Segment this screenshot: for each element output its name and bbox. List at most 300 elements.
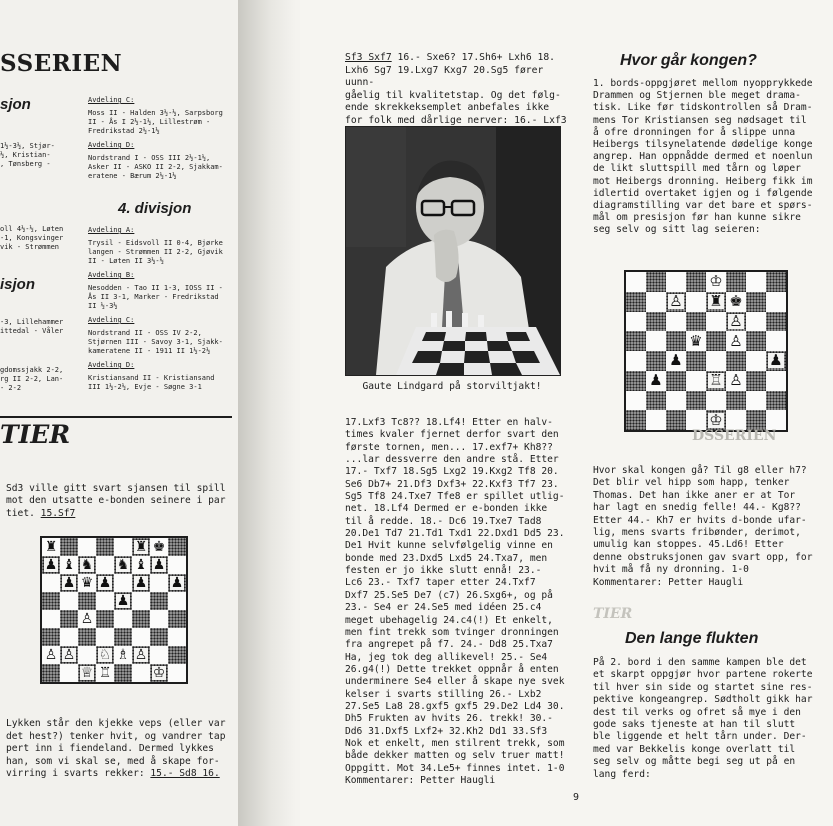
- board-square: [646, 391, 666, 411]
- chess-piece: ♟: [152, 557, 166, 573]
- text-line: Dh5 Frukten av hvits 26. trekk! 30.-: [345, 713, 553, 725]
- board-square: [168, 628, 186, 646]
- board-square: [666, 410, 686, 430]
- board-square: [132, 664, 150, 682]
- board-square: [114, 592, 132, 610]
- text-line: angrep. Han oppnådde dermed et noenlun: [593, 151, 813, 163]
- player-photo: [345, 126, 561, 376]
- board-square: [78, 574, 96, 592]
- chess-piece: ♞: [80, 557, 94, 573]
- board-square: [42, 610, 60, 628]
- division-fragment-2: isjon: [0, 276, 36, 293]
- board-square: [646, 292, 666, 312]
- board-square: [114, 610, 132, 628]
- board-square: [726, 292, 746, 312]
- text-line: - 2-2: [0, 384, 22, 392]
- text-line: Trysil - Eidsvoll II 0-4, Bjørke: [88, 239, 223, 247]
- board-square: [60, 610, 78, 628]
- chess-piece: ♟: [44, 557, 58, 573]
- results-4div-d: [88, 361, 238, 392]
- board-square: [626, 331, 646, 351]
- board-square: [132, 592, 150, 610]
- text-line: 1. bords-oppgjøret mellom nyopprykkede: [593, 78, 813, 89]
- photo-caption: Gaute Lindgard på storviltjakt!: [362, 381, 542, 392]
- board-square: [746, 292, 766, 312]
- chess-piece: ♙: [729, 331, 743, 350]
- chess-piece: ♖: [98, 665, 112, 681]
- chess-piece: ♕: [80, 665, 94, 681]
- board-square: [168, 592, 186, 610]
- chess-piece: ♟: [116, 593, 130, 609]
- text-line: ende skrekkeksemplet anbefales ikke: [345, 102, 550, 114]
- chess-piece: ♟: [134, 575, 148, 591]
- text-line: kameratene II - 1911 II 1½-2½: [88, 347, 211, 355]
- board-square: [168, 664, 186, 682]
- board-square: [766, 331, 786, 351]
- board-square: [60, 628, 78, 646]
- chess-piece: ♟: [769, 351, 783, 370]
- text-line: Etter 44.- Kh7 er hvits d-bonde ufar-: [593, 514, 807, 526]
- text-line: seg selv og sitt lag seieren:: [593, 224, 761, 236]
- board-square: [666, 272, 686, 292]
- board-square: [96, 574, 114, 592]
- board-square: [42, 574, 60, 592]
- board-square: [686, 391, 706, 411]
- chess-piece: ♟: [170, 575, 184, 591]
- board-square: [78, 592, 96, 610]
- text-line: Thomas. Det han ikke aner er at Tor: [593, 489, 796, 501]
- group-title: Avdeling C:: [88, 316, 135, 324]
- board-square: [78, 664, 96, 682]
- text-line: for folk med dårlige nerver: 16.- Lxf3: [345, 114, 567, 126]
- board-square: [706, 371, 726, 391]
- board-square: [150, 646, 168, 664]
- text-line: III 1½-2½, Evje - Søgne 3-1: [88, 383, 202, 391]
- text-line: gdomssjakk 2-2,: [0, 366, 64, 374]
- board-square: [114, 664, 132, 682]
- text-line: lang ferd:: [593, 768, 651, 780]
- text-line: har lagt en snedig felle! 44.- Kg8??: [593, 502, 801, 514]
- board-square: [114, 556, 132, 574]
- text-line: pektive kongeangrep. Sødtholt gikk har: [593, 694, 813, 706]
- board-square: [686, 351, 706, 371]
- board-square: [96, 646, 114, 664]
- section-title: TIER: [0, 420, 71, 449]
- board-square: [726, 351, 746, 371]
- group-title: Avdeling B:: [88, 271, 135, 279]
- board-square: [706, 272, 726, 292]
- text-line: 20.De1 Td7 21.Td1 Txd1 22.Dxd1 Dd5 23.: [345, 528, 565, 540]
- chess-piece: ♖: [709, 371, 723, 390]
- board-square: [686, 292, 706, 312]
- text-line: oll 4½-½, Løten: [0, 225, 64, 233]
- board-square: [626, 272, 646, 292]
- text-line: På 2. bord i den samme kampen ble det: [593, 657, 807, 668]
- board-square: [42, 664, 60, 682]
- article-paragraph-2: [593, 465, 833, 589]
- chess-piece: ♙: [134, 647, 148, 663]
- text-line: Hvor skal kongen gå? Til g8 eller h7?: [593, 465, 807, 476]
- article-title-1: Hvor går kongen?: [620, 52, 757, 69]
- board-square: [706, 391, 726, 411]
- text-line: times kvaler fjernet derfor svart den: [345, 429, 559, 441]
- text-line: idlertid overtaket igjen og i følgende: [593, 187, 813, 199]
- division-title: 4. divisjon: [118, 200, 192, 217]
- board-square: [114, 628, 132, 646]
- text-line: Asker II - ASKO II 2-2, Sjakkam-: [88, 163, 223, 171]
- text-line: Dxf7 25.Se5 De7 (c7) 26.Sxg6+, og på: [345, 589, 553, 601]
- text-line: -1, Kongsvinger: [0, 234, 64, 242]
- group-title: Avdeling D:: [88, 141, 135, 149]
- text-line: til hver sin side og startet sine res-: [593, 681, 813, 693]
- board-square: [168, 538, 186, 556]
- text-line: første tornen, men... 17.exf7+ Kh8??: [345, 441, 553, 453]
- board-square: [726, 331, 746, 351]
- board-square: [626, 391, 646, 411]
- chess-piece: ♟: [669, 351, 683, 370]
- board-square: [626, 312, 646, 332]
- chess-piece: ♙: [669, 292, 683, 311]
- text-line: med var Bekkelis konge overlatt til: [593, 743, 796, 755]
- text-line: festen er jo ikke slutt ennå! 23.-: [345, 565, 542, 577]
- text-line: denne obstruksjonen gav svart opp, for: [593, 551, 813, 563]
- text-line: II - Løten II 3½-½: [88, 257, 164, 265]
- text-line: underminere Se4 eller å skape nye svek: [345, 676, 565, 688]
- left-fragment-b: [0, 225, 63, 252]
- board-square: [726, 371, 746, 391]
- text-line: Stjørnen III - Savoy 3-1, Sjakk-: [88, 338, 223, 346]
- game-intro: [345, 52, 573, 128]
- text-line: til å redde. 18.- Dc6 19.Txe7 Tad8: [345, 515, 542, 527]
- board-square: [646, 351, 666, 371]
- text-line: mot den utsatte e-bonden seinere i par: [6, 495, 226, 507]
- chess-piece: ♚: [152, 539, 166, 555]
- text-line: II ½-3½: [88, 302, 118, 310]
- board-square: [766, 292, 786, 312]
- text-line: seg selv og måtte begi seg ut på en: [593, 756, 796, 768]
- results-4div-a: [88, 226, 238, 266]
- text-line: mot Heibergs dronning. Heiberg fikk im: [593, 175, 813, 187]
- text-line: å ofre dronningen for å slippe unna: [593, 126, 796, 138]
- text-line: De1 Hvit kunne selvfølgelig vinne en: [345, 540, 553, 552]
- board-square: [168, 574, 186, 592]
- board-square: [96, 628, 114, 646]
- text-line: lig, mens svarts fribønder, derimot,: [593, 527, 801, 539]
- text-line: Oppgitt. Mot 34.Le5+ finnes intet. 1-0: [345, 762, 565, 774]
- board-square: [132, 628, 150, 646]
- text-line: Fredrikstad 2½-1½: [88, 127, 160, 135]
- text-line: tiet.: [6, 507, 35, 519]
- photo-illustration: [346, 127, 560, 375]
- chess-piece: ♝: [134, 557, 148, 573]
- text-line: Kommentarer: Petter Haugli: [345, 774, 496, 786]
- text-line: vik - Strømmen: [0, 243, 60, 251]
- page-number: 9: [573, 792, 580, 803]
- text-line: Sg5 Tf8 24.Txe7 Tfe8 er spillet utlig-: [345, 491, 565, 503]
- text-line: mål om presisjon før han kunne sikre: [593, 212, 801, 224]
- board-square: [766, 312, 786, 332]
- board-square: [132, 574, 150, 592]
- board-square: [60, 574, 78, 592]
- division-fragment-1: sjon: [0, 96, 31, 113]
- board-square: [666, 391, 686, 411]
- chess-piece: ♛: [80, 575, 94, 591]
- chess-piece: ♗: [116, 647, 130, 663]
- chess-piece: ♜: [709, 292, 723, 311]
- board-square: [746, 312, 766, 332]
- board-square: [706, 331, 726, 351]
- chess-piece: ♜: [44, 539, 58, 555]
- chess-piece: ♞: [116, 557, 130, 573]
- board-square: [646, 312, 666, 332]
- text-line: Lxh6 Sg7 19.Lxg7 Kxg7 20.Sg5 fører uunn-: [345, 64, 544, 89]
- text-line: Moss II - Halden 3½-½, Sarpsborg: [88, 109, 223, 117]
- board-square: [766, 351, 786, 371]
- text-line: både dekker matten og selv truer matt!: [345, 750, 565, 762]
- board-square: [168, 556, 186, 574]
- text-line: meget ubehagelig 24.c4(!) Et enkelt,: [345, 614, 553, 626]
- chess-piece: ♟: [62, 575, 76, 591]
- board-square: [686, 312, 706, 332]
- board-square: [746, 391, 766, 411]
- board-square: [60, 556, 78, 574]
- text-line: ...lar dessverre den andre stå. Etter: [345, 454, 559, 466]
- board-square: [150, 592, 168, 610]
- text-line: hvit må få ny dronning. 1-0: [593, 564, 749, 576]
- board-square: [646, 410, 666, 430]
- text-line: tisk. Like før tidskontrollen så Dram-: [593, 102, 813, 114]
- section-divider: [0, 416, 232, 418]
- left-fragment-c: [0, 318, 63, 336]
- chess-piece: ♝: [62, 557, 76, 573]
- board-square: [60, 664, 78, 682]
- chess-piece: ♔: [709, 410, 723, 429]
- board-square: [150, 538, 168, 556]
- text-line: ble liggende et helt tårn under. Der-: [593, 731, 807, 743]
- board-square: [132, 610, 150, 628]
- board-square: [706, 312, 726, 332]
- text-line: det hest?) tenker hvit, og vandrer tap: [6, 730, 226, 742]
- text-line: net. 18.Lf4 Dermed er e-bonden ikke: [345, 503, 548, 515]
- group-title: Avdeling C:: [88, 96, 135, 104]
- text-line: rg II 2-2, Lan-: [0, 375, 64, 383]
- board-square: [726, 312, 746, 332]
- article-title-2: Den lange flukten: [625, 630, 759, 647]
- board-square: [626, 410, 646, 430]
- text-line: ittedal - Våler: [0, 327, 64, 335]
- chess-piece: ♙: [80, 611, 94, 627]
- board-square: [42, 556, 60, 574]
- results-group-d: [88, 141, 238, 181]
- text-line: Nesodden - Tao II 1-3, IOSS II -: [88, 284, 223, 292]
- text-line: bonde med 23.Dxd5 Lxd5 24.Txa7, men: [345, 552, 548, 564]
- board-square: [686, 272, 706, 292]
- group-title: Avdeling A:: [88, 226, 135, 234]
- text-line: mens Tor Kristiansen seg nødsaget til: [593, 114, 807, 126]
- board-square: [78, 610, 96, 628]
- left-fragment-a: [0, 142, 55, 169]
- chess-piece: ♘: [98, 647, 112, 663]
- board-square: [150, 664, 168, 682]
- board-square: [766, 391, 786, 411]
- text-line: Ås II 3-1, Marker - Fredrikstad: [88, 293, 219, 301]
- text-line: han, som vi skal se, med å skape for-: [6, 755, 220, 767]
- move-notation: Sf3 Sxf7: [345, 52, 392, 63]
- board-square: [60, 538, 78, 556]
- board-square: [42, 646, 60, 664]
- chess-piece: ♙: [44, 647, 58, 663]
- chess-piece: ♛: [689, 331, 703, 350]
- board-square: [96, 538, 114, 556]
- intro-paragraph: [6, 483, 238, 520]
- board-square: [42, 592, 60, 610]
- text-line: umulig kan stoppes. 45.Ld6! Etter: [593, 539, 784, 551]
- board-square: [666, 331, 686, 351]
- results-group-c: [88, 96, 238, 136]
- chess-piece: ♙: [729, 311, 743, 330]
- text-line: Lykken står den kjekke veps (eller var: [6, 718, 226, 729]
- board-square: [132, 556, 150, 574]
- text-line: kelser i svarts stilling 26.- Lxb2: [345, 688, 542, 700]
- text-line: pert inn i fiendeland. Dermed lykkes: [6, 743, 214, 755]
- after-paragraph: [6, 718, 238, 781]
- chess-piece: ♔: [709, 272, 723, 291]
- board-square: [150, 610, 168, 628]
- board-square: [96, 610, 114, 628]
- text-line: II - Ås I 2½-1½, Lillestrøm -: [88, 118, 211, 126]
- group-title: Avdeling D:: [88, 361, 135, 369]
- article-paragraph-1: [593, 78, 833, 237]
- text-line: 27.Se5 La8 28.gxf5 gxf5 29.De2 Ld4 30.: [345, 700, 565, 712]
- chess-piece: ♚: [729, 292, 743, 311]
- chess-piece: ♙: [729, 371, 743, 390]
- text-line: , Tønsberg -: [0, 160, 51, 168]
- text-line: eratene - Bærum 2½-1½: [88, 172, 177, 180]
- text-line: Nok et enkelt, men stilrent trekk, som: [345, 737, 565, 749]
- text-line: de likt sluttspill med tårn og løper: [593, 163, 801, 175]
- results-4div-c: [88, 316, 238, 356]
- text-line: Nordstrand II - OSS IV 2-2,: [88, 329, 202, 337]
- game-annotation: [345, 417, 575, 787]
- ghost-text: TIER: [593, 606, 633, 622]
- board-square: [78, 628, 96, 646]
- board-square: [96, 592, 114, 610]
- move-notation: 15.- Sd8 16.: [150, 768, 220, 780]
- article-paragraph-3: [593, 657, 833, 781]
- text-line: Dd6 31.Dxf5 Lxf2+ 32.Kh2 Dd1 33.Sf3: [345, 725, 548, 737]
- board-square: [766, 371, 786, 391]
- board-square: [168, 646, 186, 664]
- board-square: [78, 556, 96, 574]
- text-line: Se6 Db7+ 21.Df3 Dxf3+ 22.Kxf3 Tf7 23.: [345, 478, 559, 490]
- board-square: [168, 610, 186, 628]
- text-line: 1½-3½, Stjør-: [0, 142, 55, 150]
- text-line: 23.- Se4 er 24.Se5 med idéen 25.c4: [345, 602, 542, 614]
- board-square: [626, 292, 646, 312]
- board-square: [766, 272, 786, 292]
- ghost-text: DSSERIEN: [692, 428, 777, 444]
- text-line: Det blir vel hipp som happ, tenker: [593, 477, 790, 489]
- text-line: Kommentarer: Petter Haugli: [593, 576, 744, 588]
- text-line: Nordstrand I - OSS III 2½-1½,: [88, 154, 211, 162]
- board-square: [626, 371, 646, 391]
- text-line: 17.Lxf3 Tc8?? 18.Lf4! Etter en halv-: [345, 417, 553, 428]
- board-square: [60, 646, 78, 664]
- chess-piece: ♔: [152, 665, 166, 681]
- chess-diagram-left: [40, 536, 188, 684]
- board-square: [726, 272, 746, 292]
- board-square: [706, 292, 726, 312]
- board-square: [686, 331, 706, 351]
- board-square: [132, 646, 150, 664]
- text-line: Heibergs tilsynelatende dødelige konge: [593, 139, 813, 151]
- chess-piece: ♙: [62, 647, 76, 663]
- board-square: [114, 646, 132, 664]
- board-square: [746, 351, 766, 371]
- board-square: [666, 371, 686, 391]
- text-line: langen - Strømmen II 2-2, Gjøvik: [88, 248, 223, 256]
- text-line: ½, Kristian-: [0, 151, 51, 159]
- board-square: [726, 391, 746, 411]
- board-square: [114, 538, 132, 556]
- board-square: [646, 371, 666, 391]
- text-line: virring i svarts rekker:: [6, 768, 145, 780]
- chess-diagram-right: [624, 270, 788, 432]
- results-4div-b: [88, 271, 238, 311]
- chess-piece: ♟: [649, 371, 663, 390]
- text-line: 26.g4(!) Dette trekket oppnår å enten: [345, 663, 559, 675]
- text-line: Ha, jeg tok deg allikevel! 25.- Se4: [345, 651, 548, 663]
- board-square: [686, 371, 706, 391]
- text-line: Sd3 ville gitt svart sjansen til spill: [6, 483, 226, 494]
- board-square: [150, 628, 168, 646]
- board-square: [666, 351, 686, 371]
- board-square: [114, 574, 132, 592]
- text-line: diagramstilling var det bare et spørs-: [593, 200, 813, 212]
- board-square: [646, 272, 666, 292]
- board-square: [60, 592, 78, 610]
- board-square: [42, 538, 60, 556]
- text-line: gåelig til kvalitetstap. Og det følg-: [345, 89, 561, 101]
- text-line: Drammen og Stjernen ble meget drama-: [593, 90, 801, 102]
- board-square: [150, 574, 168, 592]
- board-square: [746, 272, 766, 292]
- text-line: -3, Lillehammer: [0, 318, 64, 326]
- board-square: [666, 312, 686, 332]
- board-square: [42, 628, 60, 646]
- board-square: [646, 331, 666, 351]
- board-square: [150, 556, 168, 574]
- board-square: [78, 538, 96, 556]
- board-square: [746, 331, 766, 351]
- chess-piece: ♜: [134, 539, 148, 555]
- text-line: Lc6 23.- Txf7 taper etter 24.Txf7: [345, 577, 536, 589]
- move-notation: 15.Sf7: [40, 507, 76, 519]
- text-line: fra angrepet på f7. 24.- Dd8 25.Txa7: [345, 639, 553, 651]
- text-line: 16.- Sxe6? 17.Sh6+ Lxh6 18.: [391, 52, 555, 63]
- text-line: dest til verks og ofret så mye i den: [593, 706, 801, 718]
- board-square: [78, 646, 96, 664]
- chess-piece: ♟: [98, 575, 112, 591]
- left-header-large: SSERIEN: [0, 50, 123, 77]
- text-line: Kristiansand II - Kristiansand: [88, 374, 215, 382]
- text-line: men fint trekk som tvinger dronningen: [345, 626, 559, 638]
- text-line: et skarpt oppgjør hvor partene rokerte: [593, 669, 813, 681]
- text-line: 17.- Txf7 18.Sg5 Lxg2 19.Kxg2 Tf8 20.: [345, 466, 559, 478]
- board-square: [96, 664, 114, 682]
- board-square: [746, 371, 766, 391]
- board-square: [96, 556, 114, 574]
